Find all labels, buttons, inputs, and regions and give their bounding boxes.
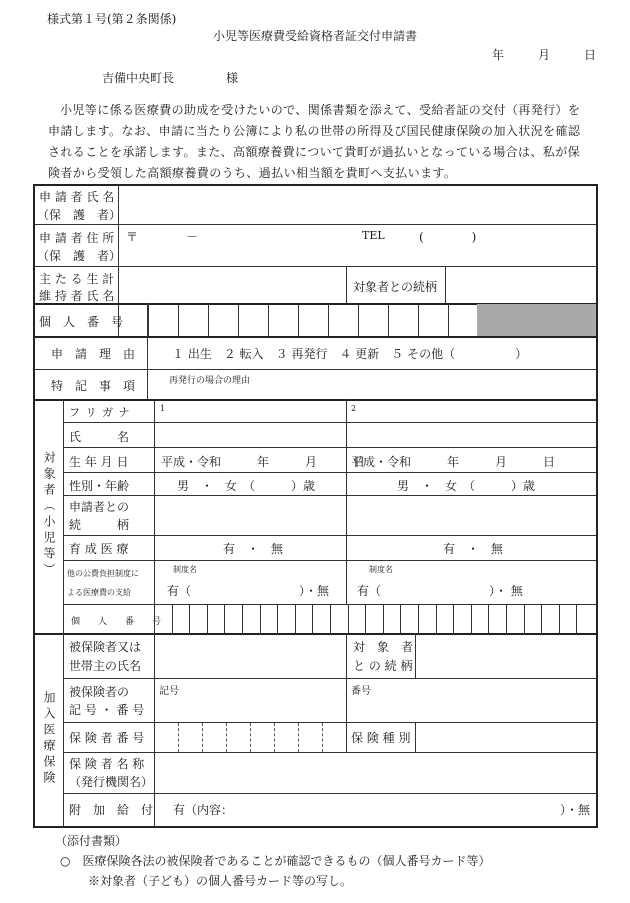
child2-number: 2	[351, 404, 357, 413]
postal-dash: －	[186, 230, 199, 244]
digit-box-divider	[383, 605, 384, 633]
document-title: 小児等医療費受給資格者証交付申請書	[212, 29, 417, 43]
col-divider	[445, 266, 446, 303]
row-divider	[35, 266, 596, 267]
digit-box-divider	[488, 605, 489, 633]
row-divider	[63, 535, 596, 536]
ikusei-label: 育 成 医 療	[69, 542, 129, 556]
child1-other-subsidy: 有（ ）・無	[167, 584, 330, 598]
digit-box-divider	[208, 304, 209, 336]
digit-box-divider	[250, 723, 251, 752]
subject-side-label: 対象者（小児等）	[42, 451, 56, 579]
digit-box-divider	[312, 605, 313, 633]
digit-box-divider	[453, 605, 454, 633]
insurer-name-label-line1: 保 険 者 名 称	[69, 757, 145, 771]
form-number: 様式第１号(第２条関係)	[47, 12, 177, 26]
child-mynumber-label: 個 人 番 号	[71, 617, 162, 627]
insured-relation-label-line1: 対 象 者	[353, 640, 414, 654]
child-relation-label-line1: 申請者との	[69, 500, 130, 514]
sex-age-label: 性別・年齢	[69, 479, 130, 493]
date-line	[492, 46, 596, 63]
row-divider	[35, 633, 596, 635]
digit-box-divider	[242, 605, 243, 633]
child2-ikusei: 有 ・ 無	[443, 542, 504, 556]
digit-box-divider	[224, 605, 225, 633]
row-divider	[63, 752, 596, 753]
other-subsidy-label-line2: よる医療費の支給	[67, 588, 131, 597]
row-divider	[63, 422, 596, 423]
child-relation-label-line2: 続 柄	[69, 518, 130, 532]
special-notes-hint: 再発行の場合の理由	[169, 376, 251, 386]
fuka-value: 有（内容：	[173, 803, 234, 817]
col-divider	[346, 266, 347, 303]
digit-box-divider	[226, 723, 227, 752]
applicant-mynumber-label: 個 人 番 号	[39, 315, 124, 329]
digit-box-divider	[178, 304, 179, 336]
child1-seido-label: 制度名	[173, 565, 197, 574]
digit-box-divider	[524, 605, 525, 633]
row-divider	[63, 722, 596, 723]
attachments-heading: （添付書類）	[55, 834, 128, 848]
insured-relation-label-line2: と の 続 柄	[353, 659, 413, 673]
relation-label: 対象者との続柄	[353, 280, 438, 294]
child2-sex-age: 男 ・ 女 （ ）歳	[397, 479, 536, 493]
child2-birthdate: 平成・令和 年 月 日	[351, 455, 556, 469]
tel-parens: ( )	[419, 230, 477, 244]
digit-box-divider	[238, 304, 239, 336]
child-name-label: 氏 名	[69, 430, 130, 444]
digit-box-divider	[330, 605, 331, 633]
row-divider	[35, 399, 596, 401]
row-divider	[63, 678, 596, 679]
digit-box-divider	[448, 304, 449, 336]
application-table	[33, 184, 598, 828]
tel-label: TEL	[362, 229, 385, 242]
fuka-tail: ）・無	[560, 803, 591, 817]
digit-box-divider	[541, 605, 542, 633]
furigana-label: フ リ ガ ナ	[69, 406, 131, 419]
addressee-honorific: 様	[226, 71, 239, 85]
insurer-name-label-line2: （発行機関名）	[69, 775, 154, 789]
digit-box-divider	[418, 304, 419, 336]
digit-box-divider	[365, 605, 366, 633]
date-day: 日	[584, 48, 597, 62]
addressee	[102, 69, 238, 86]
applicant-address-label: 申 請 者 住 所	[39, 231, 115, 245]
digit-box-divider	[576, 605, 577, 633]
date-month: 月	[538, 48, 551, 62]
digit-box-divider	[260, 605, 261, 633]
digit-box-divider	[388, 304, 389, 336]
digit-box-divider	[418, 605, 419, 633]
digit-box-divider	[559, 605, 560, 633]
child1-number: 1	[160, 404, 166, 413]
supporter-label-line2: 維 持 者 氏 名	[39, 289, 115, 303]
digit-box-divider	[328, 304, 329, 336]
row-divider	[63, 472, 596, 473]
col-divider	[346, 399, 347, 604]
fuka-label: 附 加 給 付	[69, 803, 154, 817]
digit-box-divider	[436, 605, 437, 633]
row-divider	[63, 560, 596, 561]
kigou-label-line1: 被保険者の	[69, 685, 130, 699]
digit-box-divider	[189, 605, 190, 633]
kigou-label-line2: 記 号 ・ 番 号	[69, 703, 145, 717]
applicant-name-label: 申 請 者 氏 名	[39, 190, 115, 204]
digit-box-divider	[506, 605, 507, 633]
digit-box-divider	[207, 605, 208, 633]
child2-seido-label: 制度名	[369, 565, 393, 574]
postal-mark: 〒	[126, 230, 139, 244]
digit-box-divider	[295, 605, 296, 633]
col-divider	[415, 633, 416, 678]
insurer-number-label: 保 険 者 番 号	[69, 731, 145, 745]
digit-box-divider	[172, 605, 173, 633]
attachment-item-1: ○ 医療保険各法の被保険者であることが確認できるもの（個人番号カード等）	[60, 854, 491, 868]
digit-box-divider	[268, 304, 269, 336]
row-divider	[35, 369, 596, 370]
mynumber-shaded-area	[477, 304, 596, 336]
insured-label-line1: 被保険者又は	[69, 640, 142, 654]
insurance-type-label: 保 険 種 別	[351, 731, 411, 745]
reason-label: 申 請 理 由	[51, 347, 136, 361]
col-divider	[118, 186, 119, 303]
row-divider	[63, 447, 596, 448]
child1-ikusei: 有 ・ 無	[223, 542, 284, 556]
col-divider	[346, 633, 347, 752]
col-divider	[415, 722, 416, 752]
reason-options: １ 出生 ２ 転入 ３ 再発行 ４ 更新 ５ その他（ ）	[172, 347, 528, 361]
row-divider	[35, 336, 596, 338]
bangou-field-label: 番号	[351, 686, 371, 697]
digit-box-divider	[274, 723, 275, 752]
supporter-label-line1: 主 た る 生 計	[39, 272, 115, 286]
birthdate-label: 生 年 月 日	[69, 455, 129, 469]
digit-box-divider	[148, 304, 149, 336]
digit-box-divider	[277, 605, 278, 633]
digit-box-divider	[358, 304, 359, 336]
child2-other-subsidy: 有（ ）・ 無	[357, 584, 523, 598]
row-divider	[63, 495, 596, 496]
col-divider	[63, 399, 64, 826]
digit-box-divider	[178, 723, 179, 752]
applicant-name-sublabel: （保 護 者）	[37, 208, 122, 222]
digit-box-divider	[202, 723, 203, 752]
special-notes-label: 特 記 事 項	[51, 379, 136, 393]
insurance-side-label: 加入医療保険	[42, 691, 56, 787]
digit-box-divider	[322, 723, 323, 752]
digit-box-divider	[348, 605, 349, 633]
insured-label-line2: 世帯主の氏名	[69, 659, 142, 673]
digit-box-divider	[298, 304, 299, 336]
applicant-address-sublabel: （保 護 者）	[37, 249, 122, 263]
intro-paragraph: 小児等に係る医療費の助成を受けたいので、関係書類を添えて、受給者証の交付（再発行）を申請します。なお、申請に当たり公簿により私の世帯の所得及び国民健康保険の加入状況を確認されることを承諾します。また、高額療養費について貴町が過払いとなっている場合は、私が保険者から受領した高額療養費のうち、過払い相当額を貴町へ支払います。	[48, 103, 581, 180]
col-divider	[154, 399, 155, 826]
row-divider	[63, 793, 596, 794]
digit-box-divider	[400, 605, 401, 633]
row-divider	[35, 224, 596, 225]
addressee-name: 吉備中央町長	[102, 71, 175, 85]
digit-box-divider	[298, 723, 299, 752]
attachment-item-2: ※対象者（子ども）の個人番号カード等の写し。	[88, 874, 353, 888]
kigou-field-label: 記号	[159, 686, 179, 697]
child1-birthdate: 平成・令和 年 月 日	[161, 455, 366, 469]
date-year: 年	[492, 48, 505, 62]
child1-sex-age: 男 ・ 女 （ ）歳	[177, 479, 316, 493]
digit-box-divider	[471, 605, 472, 633]
other-subsidy-label-line1: 他の公費負担制度に	[67, 569, 139, 578]
